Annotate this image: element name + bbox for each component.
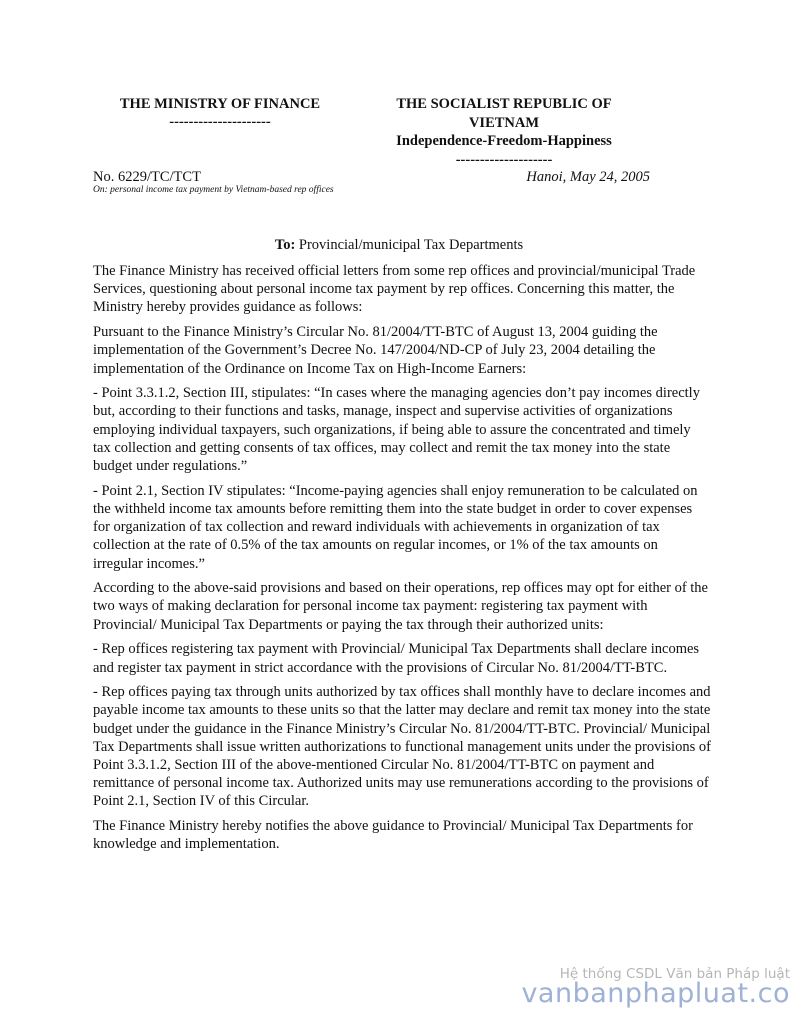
national-motto: Independence-Freedom-Happiness	[396, 133, 612, 149]
document-date: Hanoi, May 24, 2005	[526, 169, 650, 185]
watermark-caption: Hệ thống CSDL Văn bản Pháp luật	[559, 966, 790, 982]
country-name-line2: VIETNAM	[468, 114, 540, 131]
body-paragraph: - Rep offices paying tax through units authorized by tax offices shall monthly have to declare incomes and payable income tax amounts to these units so that the latter may declare and remit tax money into the state budget under the guidance in the Finance Ministry’s Circular No. 81/2004/TT-BTC. Provincial/ Municipal Tax Departments shall issue written authorizations to functional management units under the provisions of Point 3.3.1.2, Section III of the above-mentioned Circular No. 81/2004/TT-BTC on payment and remittance of personal income tax. Authorized units may use remunerations according to the provisions of Point 2.1, Section IV of this Circular.	[93, 684, 711, 810]
issuer-block	[100, 95, 340, 131]
national-title-block	[378, 95, 630, 169]
body-paragraph: Pursuant to the Finance Ministry’s Circular No. 81/2004/TT-BTC of August 13, 2004 guiding the implementation of the Government’s Decree No. 147/2004/ND-CP of July 23, 2004 detailing the implementation of the Ordinance on Income Tax on High-Income Earners:	[93, 324, 658, 377]
document-subject: On: personal income tax payment by Vietnam-based rep offices	[93, 185, 334, 195]
motto-rule: --------------------	[455, 151, 553, 168]
document-body	[93, 262, 711, 860]
recipient-line	[93, 236, 705, 254]
body-paragraph: - Point 3.3.1.2, Section III, stipulates: “In cases where the managing agencies don’t pay incomes directly but, according to their functions and tasks, manage, inspect and supervise activities of organizations employing individual taxpayers, such organizations, if being able to assure the concentrated and timely tax collection and getting consents of tax offices, may collect and remit the tax money into the state budget under regulations.”	[93, 385, 700, 475]
body-paragraph: According to the above-said provisions and based on their operations, rep offices may opt for either of the two ways of making declaration for personal income tax payment: registering tax payment with Provincial/ Municipal Tax Departments or paying the tax through their authorized units:	[93, 580, 708, 633]
watermark-domain: vanbanphapluat.co	[521, 978, 790, 1009]
issuer-rule: ---------------------	[169, 114, 271, 130]
body-paragraph: The Finance Ministry has received official letters from some rep offices and provincial/municipal Trade Services, questioning about personal income tax payment by rep offices. Concerning this matter, the Ministry hereby provides guidance as follows:	[93, 263, 696, 316]
body-paragraph: - Point 2.1, Section IV stipulates: “Income-paying agencies shall enjoy remuneration to be calculated on the withheld income tax amounts before remitting them into the state budget in order to cover expenses for organization of tax collection and reward individuals with achievements in organization of tax collection at the rate of 0.5% of the tax amounts on regular incomes, or 1% of the tax amounts on irregular incomes.”	[93, 482, 698, 572]
body-paragraph: - Rep offices registering tax payment with Provincial/ Municipal Tax Departments shall declare incomes and register tax payment in strict accordance with the provisions of Circular No. 81/2004/TT-BTC.	[93, 641, 700, 676]
document-number: No. 6229/TC/TCT	[93, 169, 201, 185]
recipient-label: To:	[274, 237, 296, 253]
issuer-name: THE MINISTRY OF FINANCE	[119, 96, 321, 112]
recipient-value: Provincial/municipal Tax Departments	[298, 237, 524, 253]
body-paragraph: The Finance Ministry hereby notifies the above guidance to Provincial/ Municipal Tax Departments for knowledge and implementation.	[93, 818, 693, 853]
country-name-line1: THE SOCIALIST REPUBLIC OF	[396, 96, 612, 112]
